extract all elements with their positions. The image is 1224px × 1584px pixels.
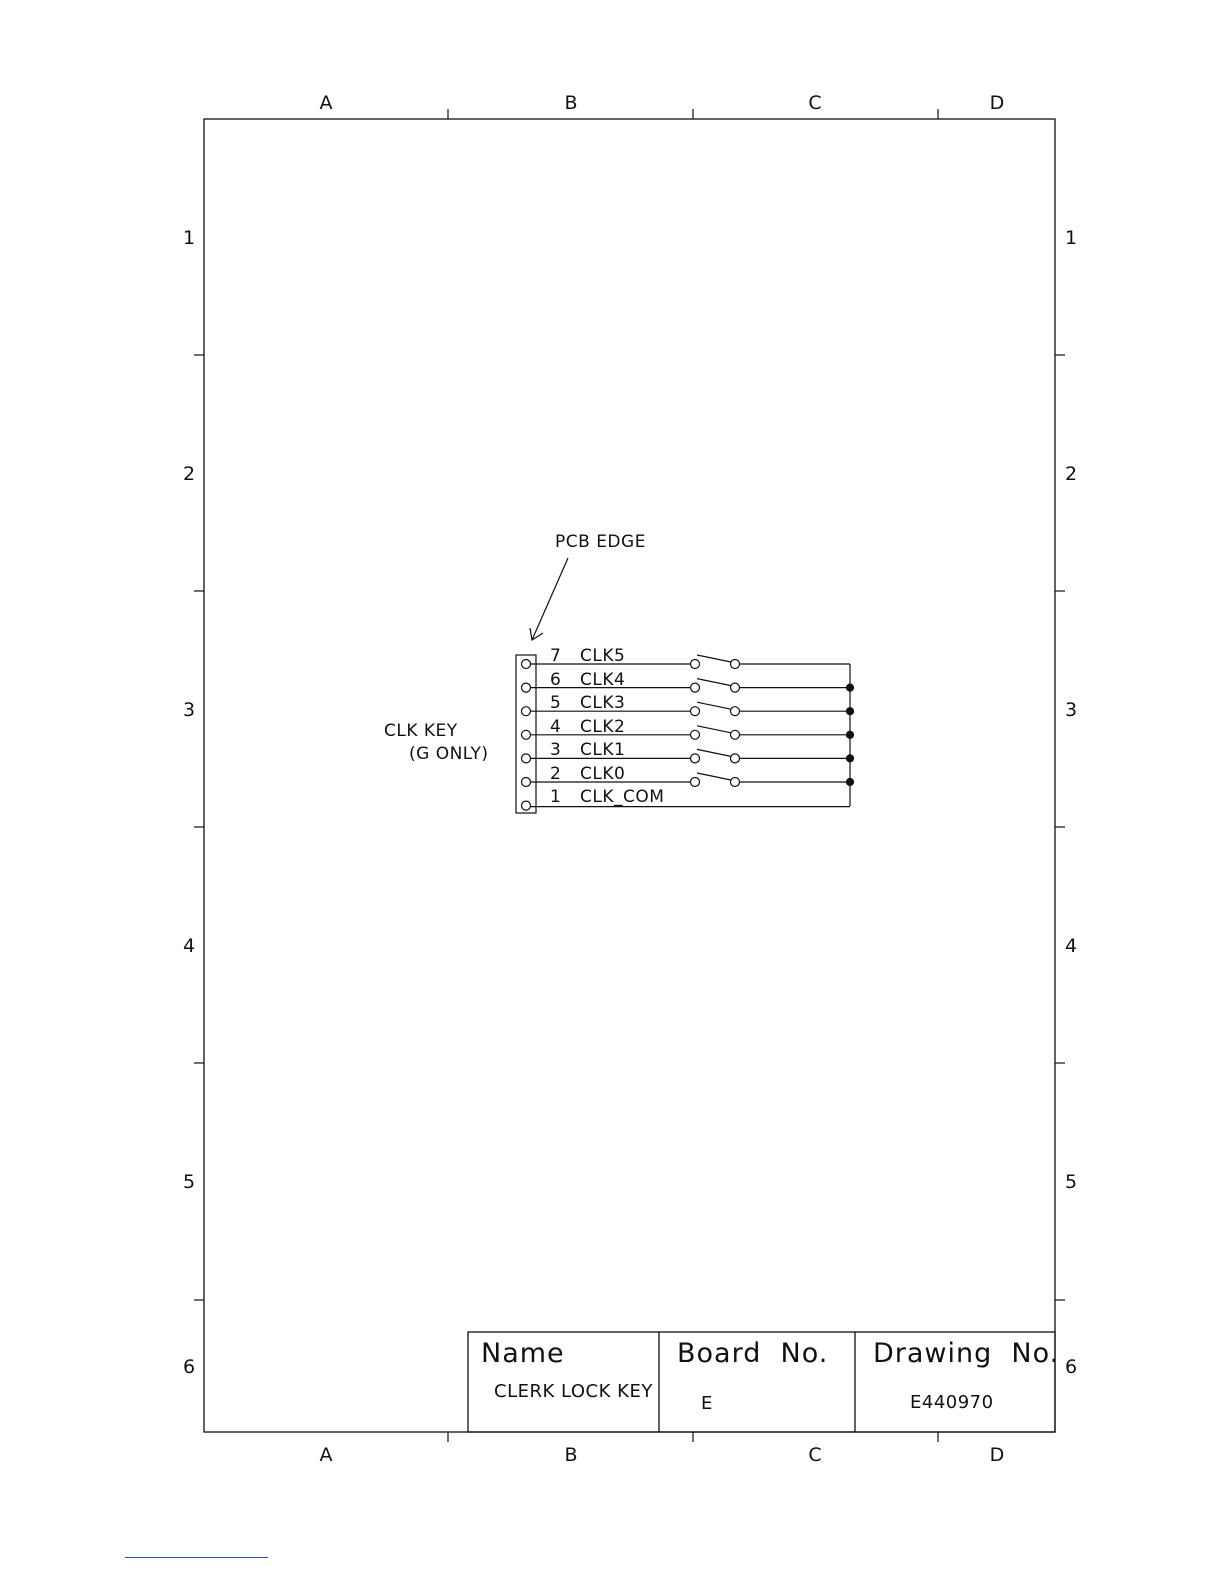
name-heading: Name (481, 1338, 565, 1369)
switch-contact (731, 754, 740, 763)
pin-number: 5 (550, 693, 562, 713)
pin-number: 4 (550, 717, 562, 737)
pin-signal: CLK3 (580, 693, 626, 713)
pin-signal: CLK5 (580, 646, 626, 666)
switch-lever (697, 773, 731, 780)
pin-number: 3 (550, 740, 562, 760)
connector-note: (G ONLY) (409, 744, 489, 764)
connector-pin (522, 730, 531, 739)
footer-rule (125, 1557, 268, 1558)
row-label-left: 5 (182, 1171, 196, 1193)
row-label-right: 6 (1064, 1356, 1078, 1378)
column-label-top: B (564, 92, 578, 114)
switch-lever (697, 679, 731, 686)
row-label-right: 5 (1064, 1171, 1078, 1193)
connector-pin (522, 754, 531, 763)
connector-pin (522, 683, 531, 692)
column-label-top: D (989, 92, 1005, 114)
column-label-bottom: A (319, 1444, 333, 1466)
row-label-right: 1 (1064, 227, 1078, 249)
row-label-right: 2 (1064, 463, 1078, 485)
drawing-heading: Drawing No. (873, 1338, 1060, 1369)
pin-signal: CLK0 (580, 764, 626, 784)
switch-contact (731, 778, 740, 787)
pin-signal: CLK_COM (580, 787, 665, 807)
junction-dot (847, 731, 854, 738)
row-label-left: 2 (182, 463, 196, 485)
column-label-bottom: C (808, 1444, 822, 1466)
switch-contact (691, 730, 700, 739)
column-label-bottom: B (564, 1444, 578, 1466)
junction-dot (847, 684, 854, 691)
switch-contact (691, 754, 700, 763)
switch-contact (691, 778, 700, 787)
row-label-right: 4 (1064, 935, 1078, 957)
switch-contact (691, 660, 700, 669)
junction-dot (847, 708, 854, 715)
pcb-edge-leader (532, 558, 568, 640)
pin-row-5 (550, 693, 625, 713)
connector-label: CLK KEY (384, 721, 458, 741)
switch-lever (697, 749, 731, 756)
switch-contact (731, 707, 740, 716)
pin-number: 7 (550, 646, 562, 666)
zone-ticks (194, 109, 1065, 1442)
row-label-left: 6 (182, 1356, 196, 1378)
pcb-edge-label: PCB EDGE (555, 532, 646, 552)
name-value: CLERK LOCK KEY (494, 1381, 653, 1402)
row-label-left: 1 (182, 227, 196, 249)
board-value: E (701, 1393, 713, 1414)
title-block (468, 1332, 1059, 1432)
wiring (522, 655, 854, 810)
switch-contact (731, 660, 740, 669)
pin-row-7 (550, 646, 625, 666)
connector-pin (522, 778, 531, 787)
drawing-border (204, 119, 1055, 1432)
drawing-value: E440970 (910, 1392, 994, 1413)
switch-contact (731, 683, 740, 692)
connector-pin (522, 660, 531, 669)
switch-lever (697, 702, 731, 709)
column-label-top: A (319, 92, 333, 114)
switch-contact (691, 707, 700, 716)
junction-dot (847, 779, 854, 786)
board-heading: Board No. (677, 1338, 829, 1369)
pin-number: 2 (550, 764, 562, 784)
pin-signal: CLK1 (580, 740, 626, 760)
connector-pin (522, 801, 531, 810)
pin-signal: CLK4 (580, 670, 626, 690)
switch-contact (731, 730, 740, 739)
pin-row-3 (550, 740, 625, 760)
row-label-right: 3 (1064, 699, 1078, 721)
pin-signal: CLK2 (580, 717, 626, 737)
column-label-top: C (808, 92, 822, 114)
switch-lever (697, 655, 731, 662)
pin-row-2 (550, 764, 625, 784)
pin-number: 6 (550, 670, 562, 690)
row-label-left: 4 (182, 935, 196, 957)
junction-dot (847, 755, 854, 762)
pin-number: 1 (550, 787, 562, 807)
column-label-bottom: D (989, 1444, 1005, 1466)
row-label-left: 3 (182, 699, 196, 721)
connector-pin (522, 707, 531, 716)
pin-row-4 (550, 717, 625, 737)
pin-row-1 (550, 787, 664, 807)
switch-contact (691, 683, 700, 692)
switch-lever (697, 726, 731, 733)
